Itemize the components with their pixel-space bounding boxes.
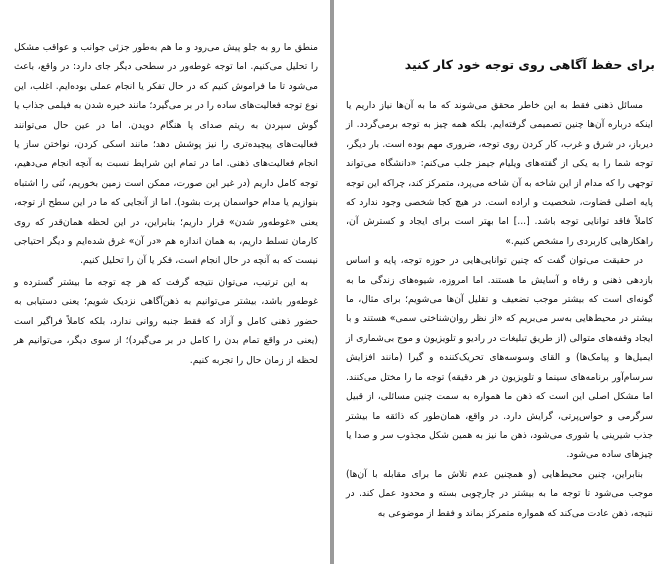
- body-paragraph: بنابراین، چنین محیط‌هایی (و همچنین عدم تلاش ما برای مقابله با آن‌ها) موجب می‌شود تا توجه ما به بیشتر در چارچوبی بسته و محدود عمل کند. در نتیجه، ذهن عادت می‌کند که همواره متمرکز بماند و فقط از موضوعی به: [346, 468, 653, 519]
- left-page: [0, 0, 330, 564]
- section-heading: برای حفظ آگاهی روی توجه خود کار کنید: [404, 57, 655, 72]
- body-paragraph: به این ترتیب، می‌توان نتیجه گرفت که هر چه توجه ما بیشتر گسترده و غوطه‌ور باشد، بیشتر می‌توانیم به ذهن‌آگاهی نزدیک شویم؛ یعنی دستیابی به حضور ذهنی کامل و آزاد که فقط جنبه روانی ندارد، بلکه کاملاً فراگیر است (یعنی در واقع تمام بدن را کامل در بر می‌گیرد)؛ از سوی دیگر، می‌توانیم هر لحظه از زمان حال را تجربه کنیم.: [14, 276, 318, 366]
- body-paragraph: منطق ما رو به جلو پیش می‌رود و ما هم به‌طور جزئی جوانب و عواقب مشکل را تحلیل می‌کنیم. اما توجه غوطه‌ور در سطحی دیگر جای دارد: در واقع، باعث می‌شود تا ما فراموش کنیم که در حال تفکر یا انجام عملی بوده‌ایم. اغلب، این نوع توجه فعالیت‌های ساده را در بر می‌گیرد؛ مانند خیره شدن به فیلمی جذاب یا گوش سپردن به ریتم صدای پا هنگام دویدن. اما در عین حال می‌توانند فعالیت‌های پیچیده‌تری را نیز پوشش دهد؛ مانند اسکی کردن، نواختن ساز یا انجام فعالیت‌های ذهنی. اما در تمام این شرایط نسبت به آنچه انجام می‌دهیم، توجه کامل داریم (در غیر این صورت، ممکن است زمین بخوریم، نُتی را اشتباه بنوازیم یا مدام حواسمان پرت بشود). اما از آنجایی که ما در این سطح از توجه، یعنی «غوطه‌ور شدن» قرار داریم؛ بنابراین، در این لحظه همان‌قدر که روی کارمان تسلط داریم، به همان اندازه هم «در آن» غرق شده‌ایم و دیگر احتیاجی نیست که به آنچه در حال انجام است، فکر یا آن را تحلیل کنیم.: [14, 42, 318, 267]
- body-paragraph: در حقیقت می‌توان گفت که چنین توانایی‌هایی در حوزه توجه، پایه و اساس بازدهی ذهنی و رفاه و آسایش ما هستند. اما امروزه، شیوه‌های زندگی ما به گونه‌ای است که بیشتر موجب تضعیف و تقلیل آن‌ها می‌شویم؛ برای مثال، ما بیشتر در محیط‌هایی به‌سر می‌بریم که «از نظر روان‌شناختی سمی» هستند و با ایجاد وقفه‌های متوالی (از طریق تبلیغات در رادیو و تلویزیون و موج بی‌شماری از ایمیل‌ها و پیامک‌ها) و القای وسوسه‌های تحریک‌کننده و گیرا (مانند افزایش سرسام‌آور برنامه‌های سینما و تلویزیون در هر دقیقه) توجه ما را مختل می‌کنند. اما مشکل اصلی این است که ذهن ما همواره به سمت چنین مسائلی، از قبیل سرگرمی و حواس‌پرتی، گرایش دارد. در واقع، همان‌طور که ذائقه ما بیشتر جذب شیرینی یا شوری می‌شود، ذهن ما نیز به همین شکل مجذوب سر و صدا یا چیزهای ساده می‌شود.: [346, 255, 653, 461]
- right-page: [334, 0, 665, 564]
- body-paragraph: مسائل ذهنی فقط به این خاطر محقق می‌شوند که ما به آن‌ها نیاز داریم یا اینکه درباره آن‌ها چنین تصمیمی گرفته‌ایم. بلکه همه چیز به توجه برمی‌گردد. از دیرباز، در شرق و غرب، کار کردن روی توجه، ضروری مهم بوده است. بار دیگر، توجه شما را به یکی از گفته‌های ویلیام جیمز جلب می‌کنم: «دانشگاه می‌تواند توجهی را که مدام از این شاخه به آن شاخه می‌پرد، متمرکز کند، چراکه این توجه پایه اصلی قضاوت، شخصیت و اراده است. در هیچ کجا شخصی وجود ندارد که کاملاً فاقد توانایی توجه باشد. [...] اما بهتر است برای ایجاد و کسترش آن، راهکارهایی کاربردی را مشخص کنیم.»: [346, 100, 653, 247]
- right-page-body: [346, 96, 653, 523]
- left-page-body: [14, 38, 318, 370]
